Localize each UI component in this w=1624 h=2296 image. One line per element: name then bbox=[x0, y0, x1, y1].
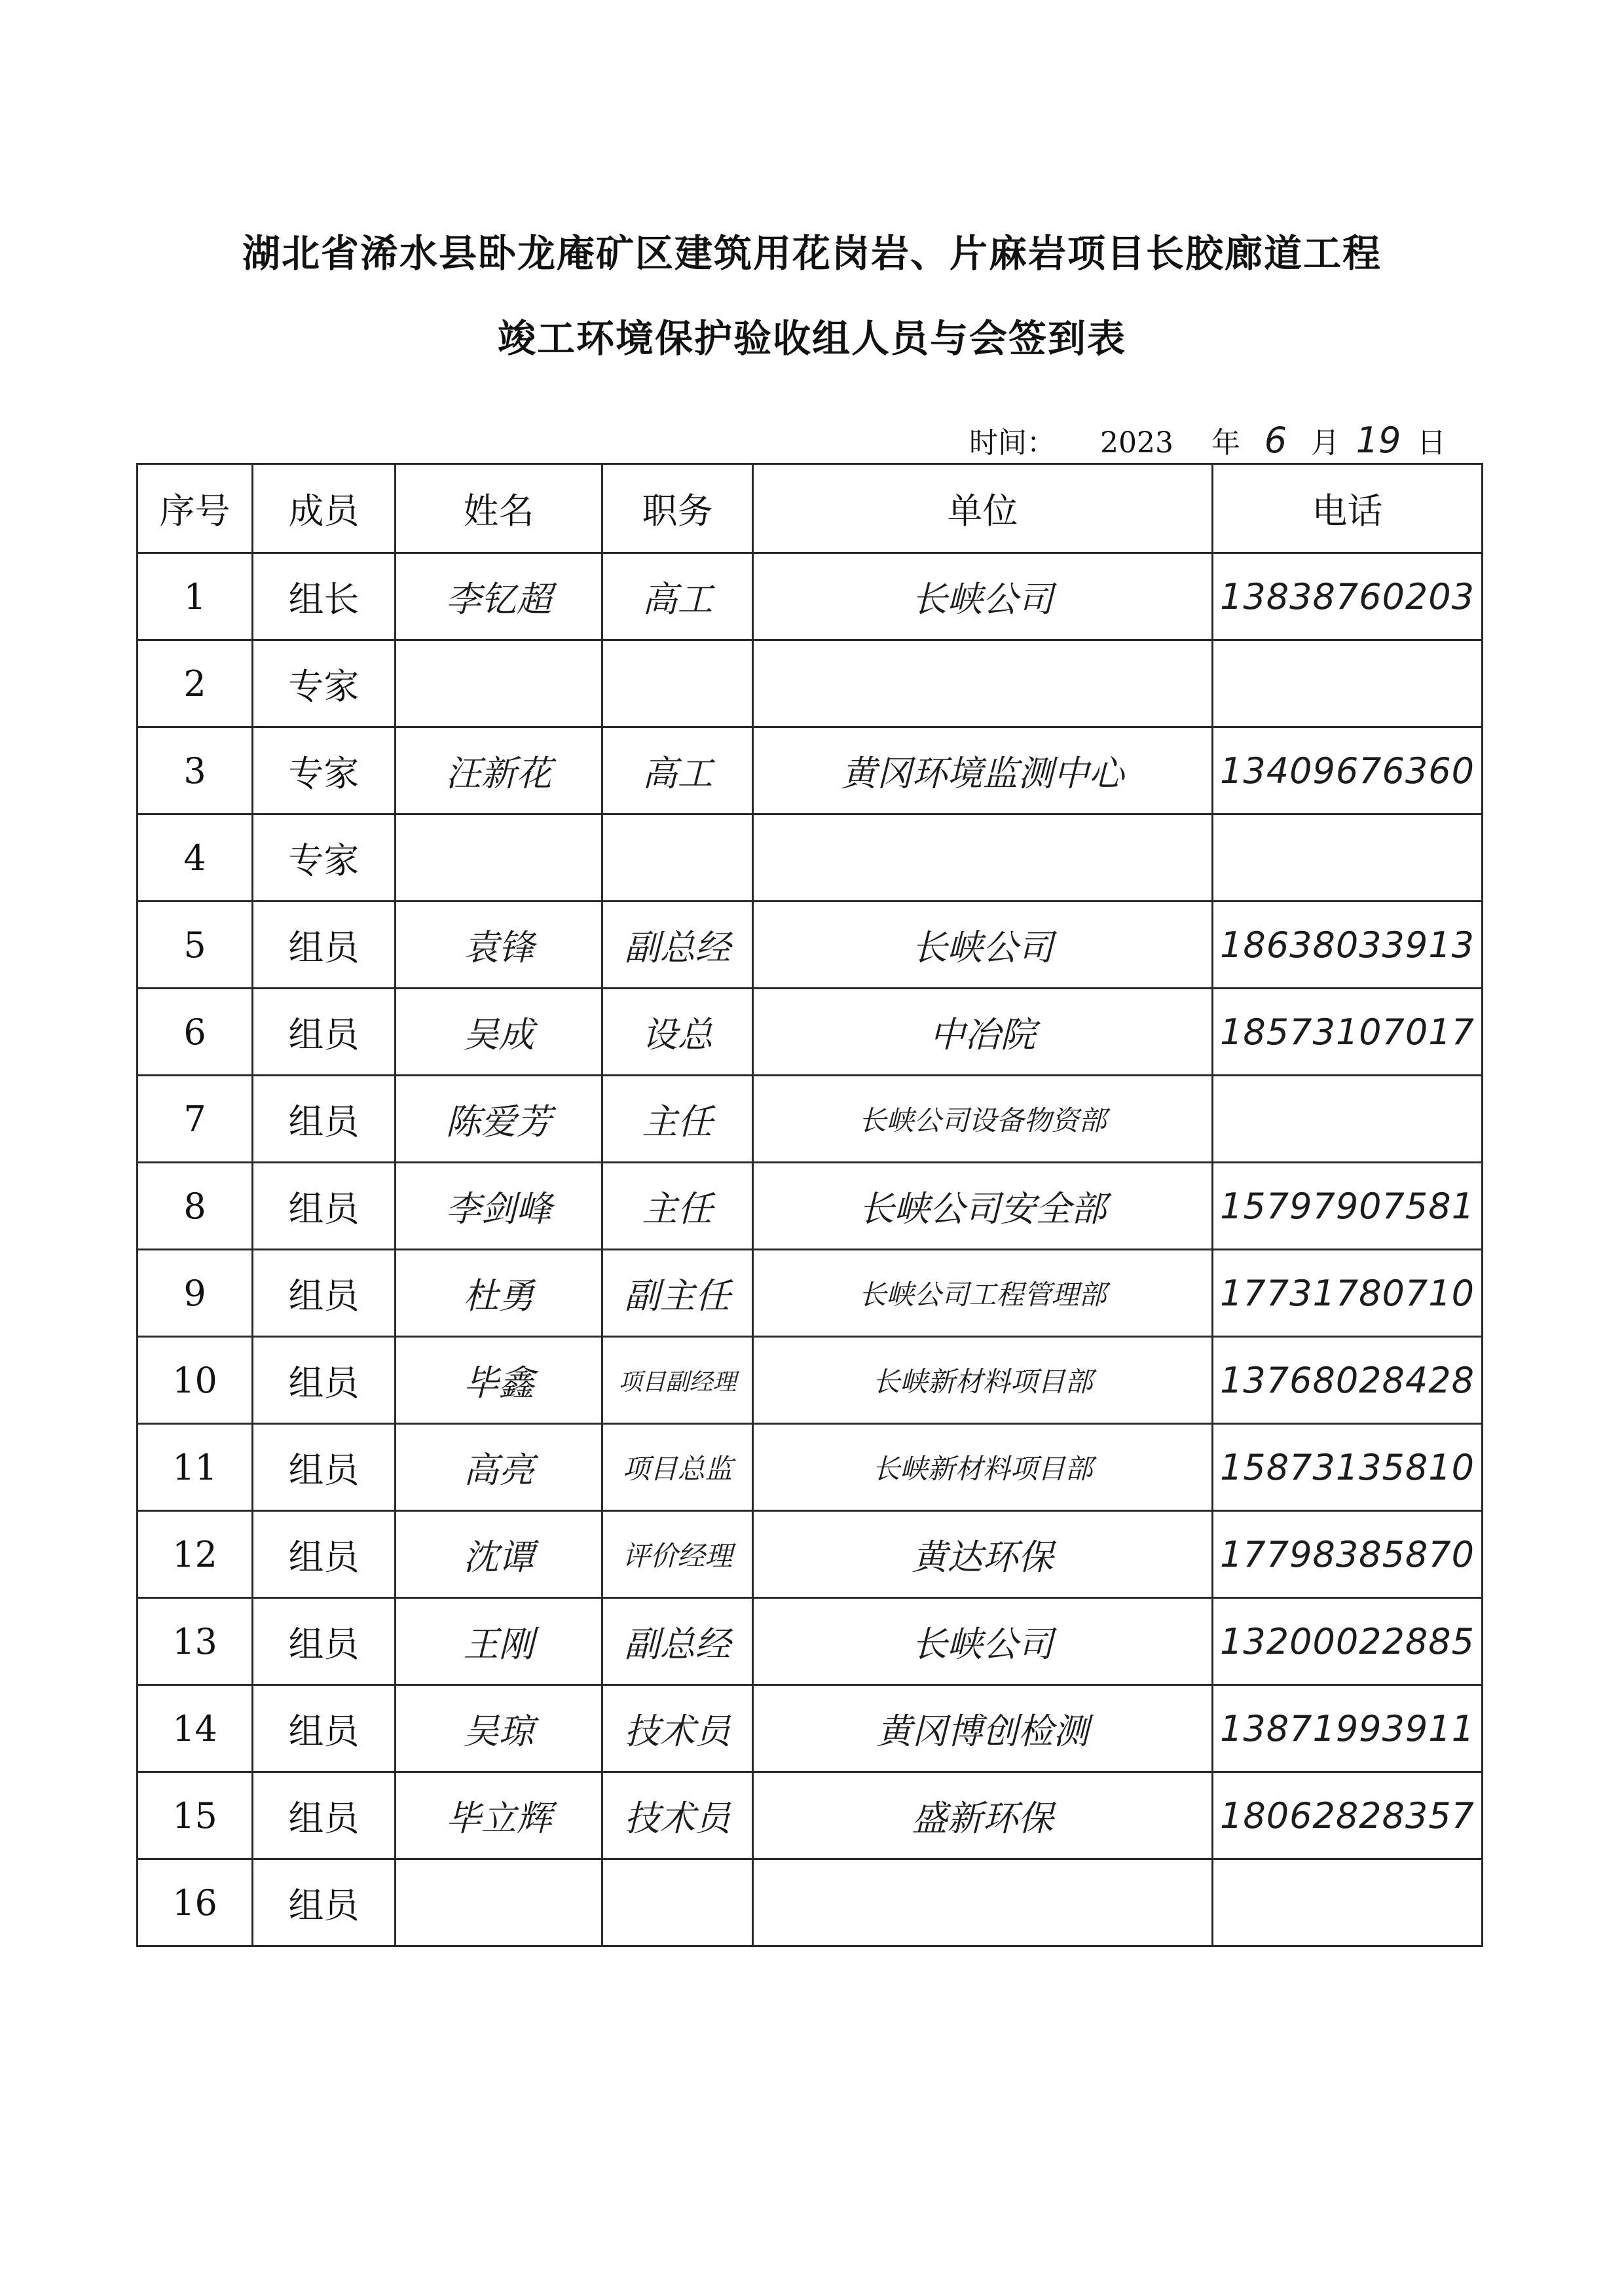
date-label: 时间： bbox=[969, 426, 1056, 460]
row-title: 副主任 bbox=[602, 1250, 753, 1337]
row-phone: 18062828357 bbox=[1213, 1772, 1483, 1859]
row-no: 6 bbox=[138, 989, 253, 1076]
row-title: 技术员 bbox=[602, 1685, 753, 1772]
row-phone: 13838760203 bbox=[1213, 553, 1483, 640]
row-name-signature: 王刚 bbox=[396, 1598, 602, 1685]
row-unit: 中冶院 bbox=[753, 989, 1213, 1076]
table-row bbox=[138, 989, 1483, 1076]
table-row bbox=[138, 1076, 1483, 1163]
row-name-signature: 沈谭 bbox=[396, 1511, 602, 1598]
row-name-signature: 毕鑫 bbox=[396, 1337, 602, 1424]
row-name-signature: 高亮 bbox=[396, 1424, 602, 1511]
header-no: 序号 bbox=[138, 464, 253, 553]
row-title: 主任 bbox=[602, 1076, 753, 1163]
row-name-signature: 汪新花 bbox=[396, 727, 602, 814]
row-title: 高工 bbox=[602, 553, 753, 640]
row-role: 组员 bbox=[253, 1511, 396, 1598]
row-no: 12 bbox=[138, 1511, 253, 1598]
header-title: 职务 bbox=[602, 464, 753, 553]
row-no: 11 bbox=[138, 1424, 253, 1511]
table-row bbox=[138, 1685, 1483, 1772]
row-phone: 15873135810 bbox=[1213, 1424, 1483, 1511]
row-title: 副总经 bbox=[602, 902, 753, 989]
row-role: 组员 bbox=[253, 1076, 396, 1163]
table-row bbox=[138, 1163, 1483, 1250]
row-no: 10 bbox=[138, 1337, 253, 1424]
row-role: 组员 bbox=[253, 1772, 396, 1859]
row-no: 4 bbox=[138, 814, 253, 902]
row-no: 2 bbox=[138, 640, 253, 727]
row-role: 组员 bbox=[253, 1859, 396, 1946]
row-name-signature: 袁锋 bbox=[396, 902, 602, 989]
row-phone: 18638033913 bbox=[1213, 902, 1483, 989]
table-row bbox=[138, 902, 1483, 989]
row-unit: 长峡公司 bbox=[753, 1598, 1213, 1685]
table-row bbox=[138, 1772, 1483, 1859]
header-unit: 单位 bbox=[753, 464, 1213, 553]
header-role: 成员 bbox=[253, 464, 396, 553]
row-role: 组员 bbox=[253, 1163, 396, 1250]
date-year: 2023 bbox=[1100, 426, 1173, 460]
row-title bbox=[602, 814, 753, 902]
row-no: 9 bbox=[138, 1250, 253, 1337]
row-title: 项目副经理 bbox=[602, 1337, 753, 1424]
row-unit: 黄冈博创检测 bbox=[753, 1685, 1213, 1772]
row-no: 3 bbox=[138, 727, 253, 814]
row-phone: 17731780710 bbox=[1213, 1250, 1483, 1337]
row-name-signature: 杜勇 bbox=[396, 1250, 602, 1337]
row-role: 组员 bbox=[253, 1685, 396, 1772]
row-role: 组员 bbox=[253, 1424, 396, 1511]
row-unit: 长峡公司设备物资部 bbox=[753, 1076, 1213, 1163]
row-title: 技术员 bbox=[602, 1772, 753, 1859]
row-phone: 17798385870 bbox=[1213, 1511, 1483, 1598]
row-unit bbox=[753, 640, 1213, 727]
table-row bbox=[138, 1598, 1483, 1685]
table-row bbox=[138, 727, 1483, 814]
row-unit: 长峡新材料项目部 bbox=[753, 1337, 1213, 1424]
row-name-signature bbox=[396, 640, 602, 727]
row-title: 高工 bbox=[602, 727, 753, 814]
row-phone bbox=[1213, 1859, 1483, 1946]
row-role: 组员 bbox=[253, 1250, 396, 1337]
title-line-1: 湖北省浠水县卧龙庵矿区建筑用花岗岩、片麻岩项目长胶廊道工程 bbox=[242, 231, 1382, 276]
header-name: 姓名 bbox=[396, 464, 602, 553]
row-phone bbox=[1213, 814, 1483, 902]
row-no: 1 bbox=[138, 553, 253, 640]
table-row bbox=[138, 640, 1483, 727]
table-row bbox=[138, 814, 1483, 902]
date-day: 19 bbox=[1356, 420, 1401, 461]
row-phone: 13409676360 bbox=[1213, 727, 1483, 814]
row-role: 组长 bbox=[253, 553, 396, 640]
row-phone: 13871993911 bbox=[1213, 1685, 1483, 1772]
row-unit: 长峡公司 bbox=[753, 553, 1213, 640]
row-name-signature: 毕立辉 bbox=[396, 1772, 602, 1859]
row-unit: 长峡公司安全部 bbox=[753, 1163, 1213, 1250]
row-no: 8 bbox=[138, 1163, 253, 1250]
row-role: 组员 bbox=[253, 1598, 396, 1685]
row-title bbox=[602, 640, 753, 727]
row-name-signature: 吴成 bbox=[396, 989, 602, 1076]
sign-in-table bbox=[136, 463, 1483, 1947]
date-month-unit: 月 bbox=[1310, 426, 1340, 460]
row-role: 专家 bbox=[253, 727, 396, 814]
row-name-signature: 陈爱芳 bbox=[396, 1076, 602, 1163]
sign-date bbox=[969, 419, 1446, 461]
row-phone bbox=[1213, 1076, 1483, 1163]
row-no: 7 bbox=[138, 1076, 253, 1163]
row-title: 设总 bbox=[602, 989, 753, 1076]
row-no: 16 bbox=[138, 1859, 253, 1946]
table-row bbox=[138, 1859, 1483, 1946]
row-role: 组员 bbox=[253, 989, 396, 1076]
row-unit: 长峡新材料项目部 bbox=[753, 1424, 1213, 1511]
row-role: 组员 bbox=[253, 1337, 396, 1424]
row-phone: 13768028428 bbox=[1213, 1337, 1483, 1424]
row-no: 14 bbox=[138, 1685, 253, 1772]
row-unit bbox=[753, 814, 1213, 902]
row-name-signature: 李剑峰 bbox=[396, 1163, 602, 1250]
row-unit: 长峡公司工程管理部 bbox=[753, 1250, 1213, 1337]
row-title: 项目总监 bbox=[602, 1424, 753, 1511]
row-name-signature: 李钇超 bbox=[396, 553, 602, 640]
row-phone: 13200022885 bbox=[1213, 1598, 1483, 1685]
row-no: 5 bbox=[138, 902, 253, 989]
row-title: 主任 bbox=[602, 1163, 753, 1250]
table-row bbox=[138, 1511, 1483, 1598]
header-phone: 电话 bbox=[1213, 464, 1483, 553]
table-row bbox=[138, 1337, 1483, 1424]
row-phone bbox=[1213, 640, 1483, 727]
row-unit: 长峡公司 bbox=[753, 902, 1213, 989]
table-row bbox=[138, 1424, 1483, 1511]
date-month: 6 bbox=[1264, 420, 1287, 461]
row-name-signature bbox=[396, 1859, 602, 1946]
row-name-signature bbox=[396, 814, 602, 902]
row-phone: 18573107017 bbox=[1213, 989, 1483, 1076]
row-role: 组员 bbox=[253, 902, 396, 989]
row-no: 15 bbox=[138, 1772, 253, 1859]
header-row bbox=[138, 464, 1483, 553]
row-title: 评价经理 bbox=[602, 1511, 753, 1598]
row-title bbox=[602, 1859, 753, 1946]
date-day-unit: 日 bbox=[1416, 426, 1446, 460]
row-no: 13 bbox=[138, 1598, 253, 1685]
row-unit: 黄冈环境监测中心 bbox=[753, 727, 1213, 814]
title-line-2: 竣工环境保护验收组人员与会签到表 bbox=[497, 316, 1126, 361]
row-role: 专家 bbox=[253, 640, 396, 727]
date-year-unit: 年 bbox=[1211, 426, 1240, 460]
row-unit: 盛新环保 bbox=[753, 1772, 1213, 1859]
row-role: 专家 bbox=[253, 814, 396, 902]
table-row bbox=[138, 1250, 1483, 1337]
row-phone: 15797907581 bbox=[1213, 1163, 1483, 1250]
row-name-signature: 吴琼 bbox=[396, 1685, 602, 1772]
row-unit bbox=[753, 1859, 1213, 1946]
row-title: 副总经 bbox=[602, 1598, 753, 1685]
table-row bbox=[138, 553, 1483, 640]
row-unit: 黄达环保 bbox=[753, 1511, 1213, 1598]
